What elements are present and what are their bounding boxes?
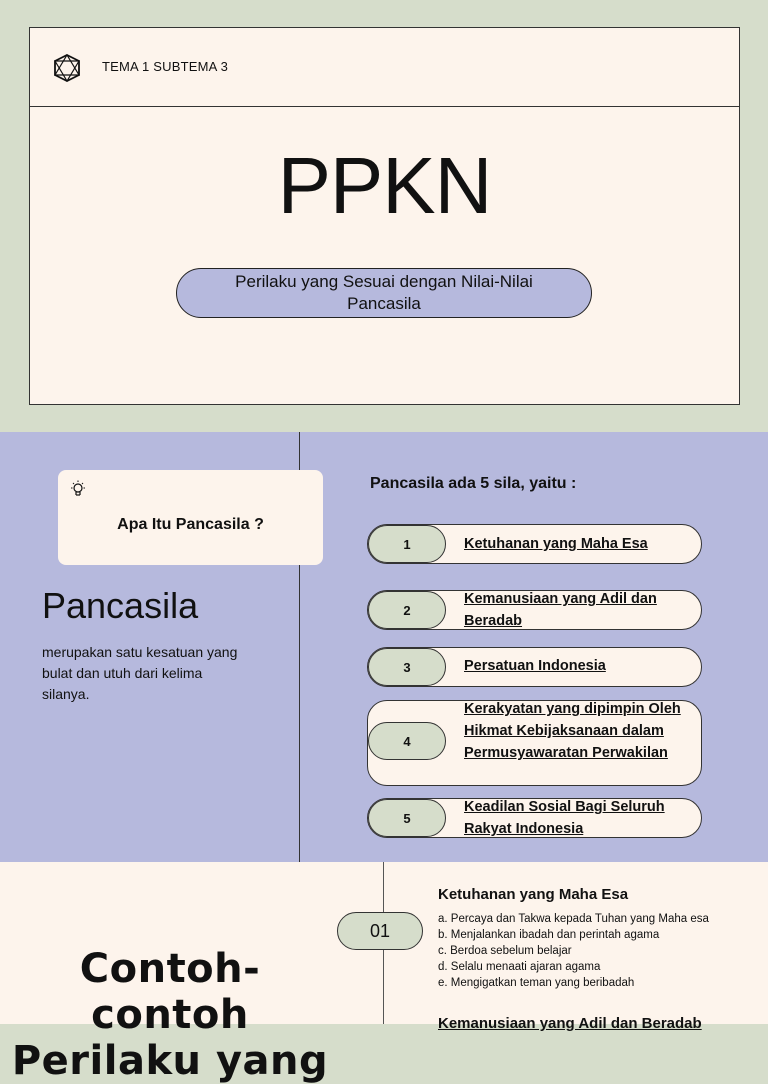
list-item: a. Percaya dan Takwa kepada Tuhan yang Maha esa bbox=[438, 913, 709, 925]
number-pill: 01 bbox=[337, 912, 423, 950]
pancasila-heading: Pancasila bbox=[42, 585, 199, 626]
sila-number: 5 bbox=[368, 799, 446, 837]
sila-label[interactable]: Persatuan Indonesia bbox=[464, 658, 606, 674]
example-list bbox=[438, 911, 709, 991]
list-item: b. Menjalankan ibadah dan perintah agama bbox=[438, 929, 660, 941]
lightbulb-icon bbox=[70, 480, 86, 498]
sila-label[interactable]: Ketuhanan yang Maha Esa bbox=[464, 536, 648, 552]
sila-label[interactable]: Keadilan Sosial Bagi Seluruh Rakyat Indonesia bbox=[464, 799, 665, 837]
title-card bbox=[29, 27, 740, 405]
slide-title bbox=[0, 0, 768, 432]
sila-item[interactable] bbox=[367, 700, 702, 786]
example-title: Ketuhanan yang Maha Esa bbox=[438, 886, 629, 903]
pancasila-description: merupakan satu kesatuan yang bulat dan utuh dari kelima silanya. bbox=[42, 644, 238, 702]
card-header bbox=[30, 28, 739, 107]
tema-label: TEMA 1 SUBTEMA 3 bbox=[102, 59, 229, 74]
sila-item[interactable] bbox=[367, 590, 702, 630]
sila-intro: Pancasila ada 5 sila, yaitu : bbox=[370, 475, 577, 492]
info-card bbox=[58, 470, 323, 565]
list-item: e. Mengigatkan teman yang beribadah bbox=[438, 977, 635, 989]
sila-label[interactable]: Kemanusiaan yang Adil dan Beradab bbox=[464, 591, 657, 629]
contoh-heading: Contoh-contoh Perilaku yang bbox=[11, 946, 329, 1084]
list-item: d. Selalu menaati ajaran agama bbox=[438, 961, 601, 973]
sila-number: 3 bbox=[368, 648, 446, 686]
sila-item[interactable] bbox=[367, 798, 702, 838]
sila-label[interactable]: Kerakyatan yang dipimpin Oleh Hikmat Kebijaksanaan dalam Permusyawaratan Perwakilan bbox=[464, 701, 681, 761]
slide-contoh bbox=[0, 862, 768, 1084]
hexagon-icon bbox=[53, 53, 81, 83]
sila-item[interactable] bbox=[367, 647, 702, 687]
slide-pancasila bbox=[0, 432, 768, 862]
sila-item[interactable] bbox=[367, 524, 702, 564]
example-title-2: Kemanusiaan yang Adil dan Beradab bbox=[438, 1015, 702, 1032]
info-card-title: Apa Itu Pancasila ? bbox=[117, 516, 264, 533]
sila-number: 1 bbox=[368, 525, 446, 563]
subtitle-pill: Perilaku yang Sesuai dengan Nilai-Nilai Pancasila bbox=[176, 268, 592, 318]
list-item: c. Berdoa sebelum belajar bbox=[438, 945, 572, 957]
sila-number: 2 bbox=[368, 591, 446, 629]
sila-number: 4 bbox=[368, 722, 446, 760]
page-title: PPKN bbox=[277, 141, 492, 230]
